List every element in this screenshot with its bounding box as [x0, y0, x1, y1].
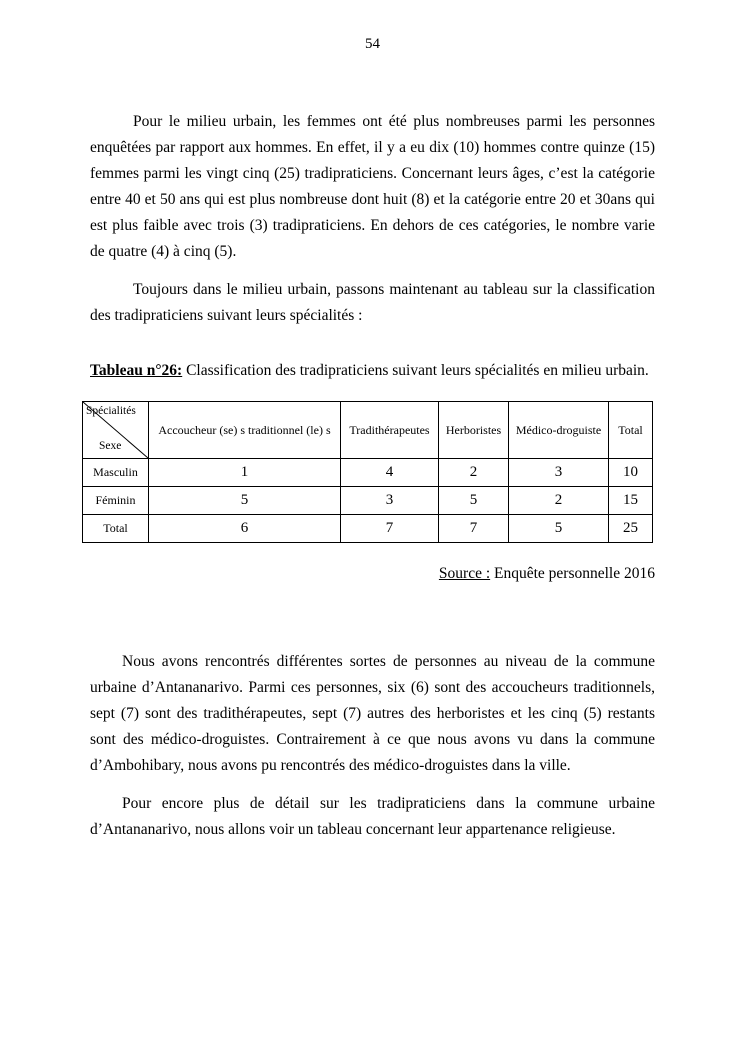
table-header-row	[83, 402, 653, 459]
table-caption-label: Tableau n°26:	[90, 362, 183, 379]
table-cell: 5	[509, 515, 609, 543]
specialites-label: Spécialités	[86, 405, 136, 417]
sexe-label: Sexe	[99, 440, 122, 452]
table-cell: 2	[439, 459, 509, 487]
table-row-total	[83, 515, 653, 543]
table-cell: 4	[341, 459, 439, 487]
table-cell: 5	[149, 487, 341, 515]
paragraph-table-intro: Toujours dans le milieu urbain, passons maintenant au tableau sur la classification des tradipraticiens suivant leurs spécialités :	[90, 281, 655, 324]
source-label: Source :	[438, 565, 491, 582]
table-row-feminin	[83, 487, 653, 515]
table-cell: 3	[509, 459, 609, 487]
table-cell: 7	[341, 515, 439, 543]
row-header: Féminin	[83, 487, 149, 515]
column-header-accoucheur: Accoucheur (se) s traditionnel (le) s	[149, 402, 341, 459]
column-header-total: Total	[609, 402, 653, 459]
paragraph-religion-intro: Pour encore plus de détail sur les tradipraticiens dans la commune urbaine d’Antananarivo, nous allons voir un tableau concernant leur appartenance religieuse.	[90, 795, 655, 838]
table-cell: 3	[341, 487, 439, 515]
table-row-masculin	[83, 459, 653, 487]
specialties-table	[82, 401, 653, 543]
table-cell: 5	[439, 487, 509, 515]
paragraph-antananarivo: Nous avons rencontrés différentes sortes de personnes au niveau de la commune urbaine d’Antananarivo. Parmi ces personnes, six (6) sont des accoucheurs traditionnels, sept (7) sont des tradithérapeutes, sept (7) autres des herboristes et les cinq (5) restants sont des médico-droguistes. Contrairement à ce que nous avons vu dans la commune d’Ambohibary, nous avons pu rencontrés des médico-droguistes dans la ville.	[90, 653, 655, 774]
table-cell: 25	[609, 515, 653, 543]
source-note	[90, 565, 655, 583]
corner-cell	[83, 402, 149, 459]
paragraph-urban-gender: Pour le milieu urbain, les femmes ont été plus nombreuses parmi les personnes enquêtées par rapport aux hommes. En effet, il y a eu dix (10) hommes contre quinze (15) femmes parmi les vingt cinq (25) tradipraticiens. Concernant leurs âges, c’est la catégorie entre 40 et 50 ans qui est plus nombreuse dont huit (8) et la catégorie entre 20 et 30ans qui est plus faible avec trois (3) tradipraticiens. En dehors de ces catégories, le nombre varie de quatre (4) à cinq (5).	[90, 113, 655, 260]
table-cell: 15	[609, 487, 653, 515]
table-caption-text: Classification des tradipraticiens suivant leurs spécialités en milieu urbain.	[182, 362, 649, 379]
column-header-traditherapeutes: Tradithérapeutes	[341, 402, 439, 459]
row-header: Total	[83, 515, 149, 543]
table-cell: 7	[439, 515, 509, 543]
table-cell: 10	[609, 459, 653, 487]
table-caption	[90, 359, 655, 383]
page-number: 54	[365, 36, 380, 52]
table-cell: 6	[149, 515, 341, 543]
column-header-medico-droguiste: Médico-droguiste	[509, 402, 609, 459]
table-cell: 2	[509, 487, 609, 515]
source-text: Enquête personnelle 2016	[490, 565, 655, 582]
row-header: Masculin	[83, 459, 149, 487]
table-cell: 1	[149, 459, 341, 487]
column-header-herboristes: Herboristes	[439, 402, 509, 459]
